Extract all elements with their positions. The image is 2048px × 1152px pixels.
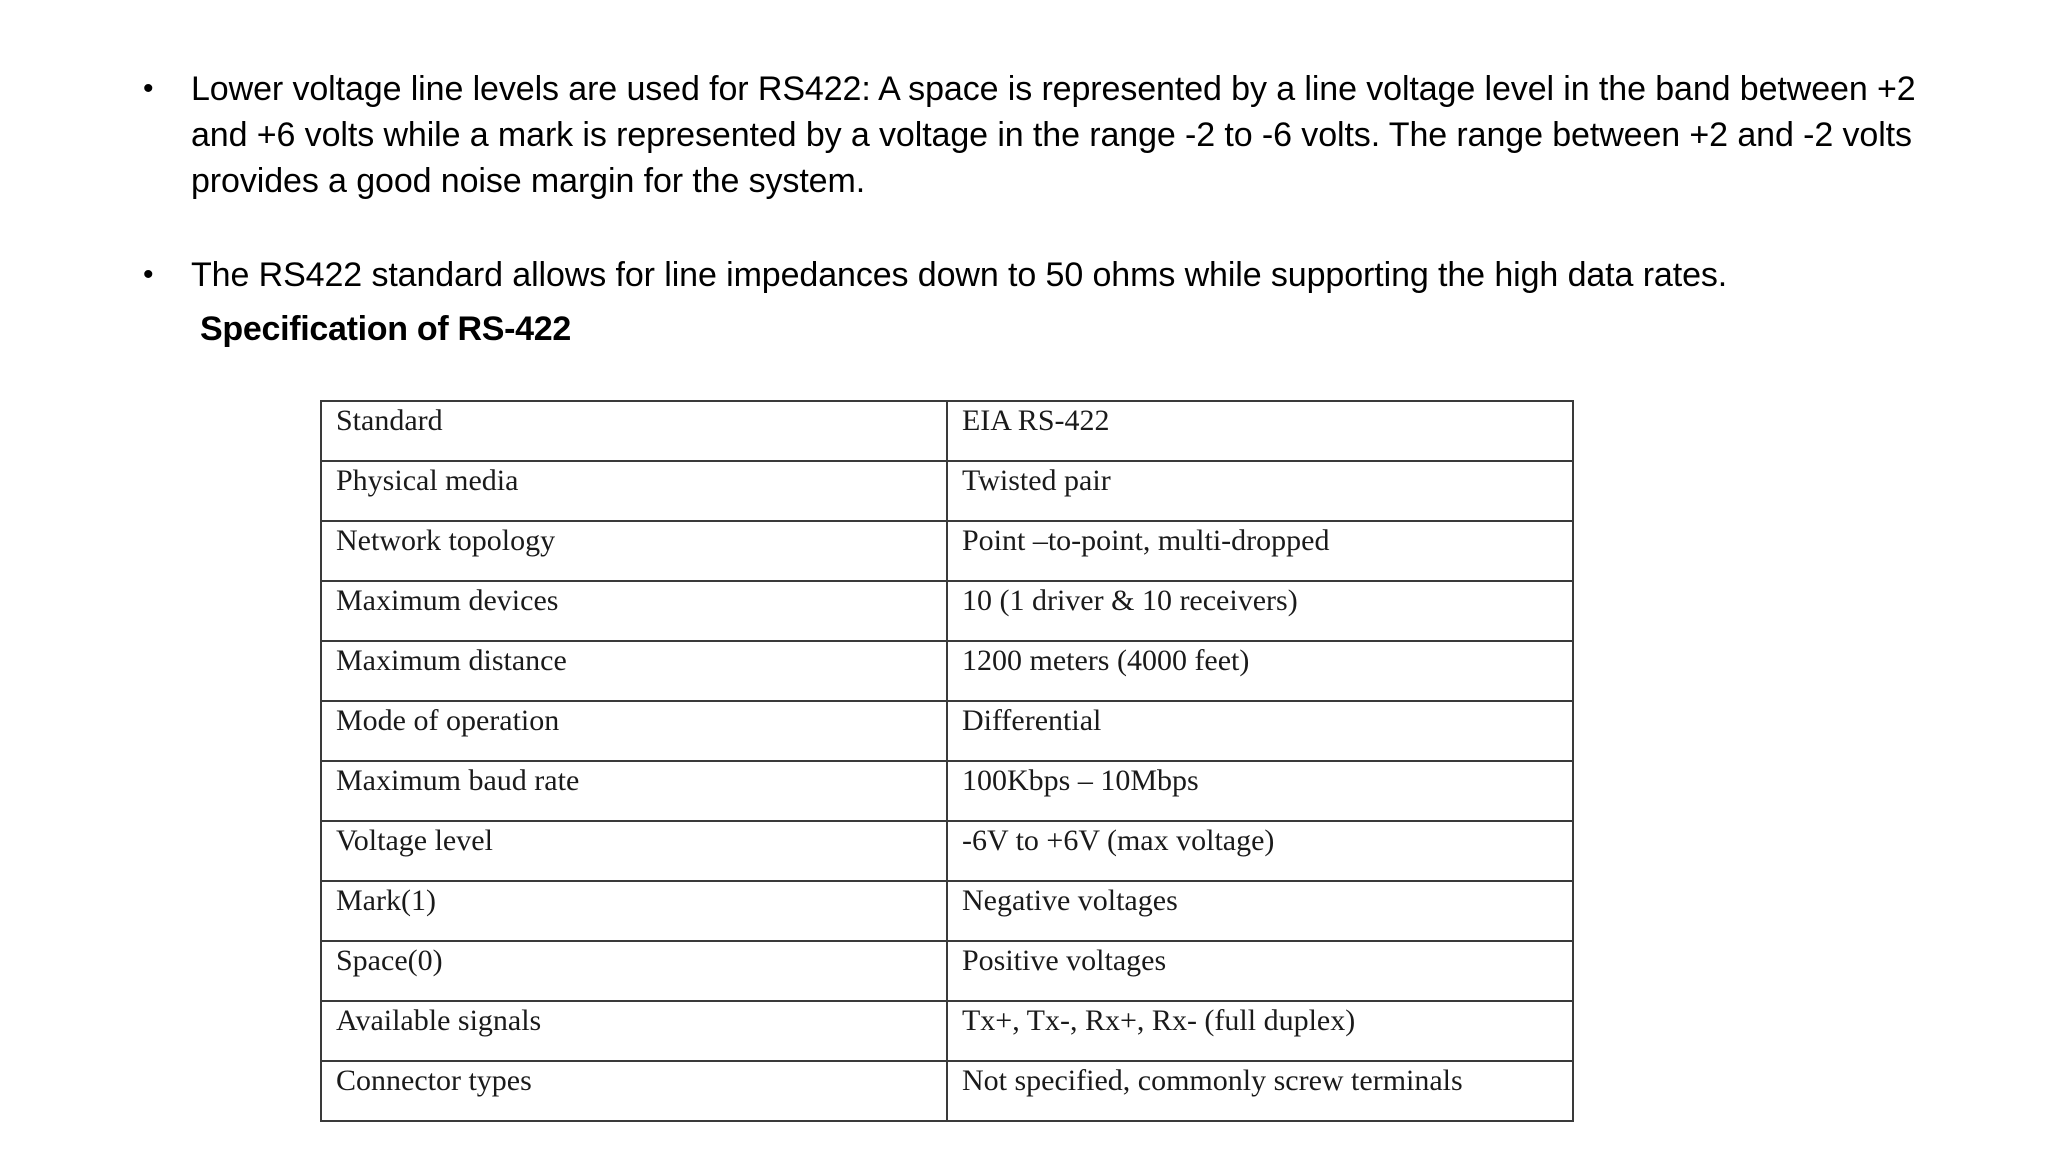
table-row [321, 641, 1573, 701]
table-row [321, 941, 1573, 1001]
spec-key-cell: Maximum baud rate [321, 761, 947, 821]
spec-value-cell: Not specified, commonly screw terminals [947, 1061, 1573, 1121]
spec-value-cell: Point –to-point, multi-dropped [947, 521, 1573, 581]
table-row [321, 701, 1573, 761]
bullet-dot-icon: • [143, 258, 154, 291]
table-row [321, 581, 1573, 641]
spec-value-cell: 100Kbps – 10Mbps [947, 761, 1573, 821]
spec-key-cell: Standard [321, 401, 947, 461]
table-row [321, 1061, 1573, 1121]
spec-table [320, 400, 1574, 1122]
spec-value-cell: Tx+, Tx-, Rx+, Rx- (full duplex) [947, 1001, 1573, 1061]
spec-value-cell: 1200 meters (4000 feet) [947, 641, 1573, 701]
spec-key-cell: Network topology [321, 521, 947, 581]
spec-key-cell: Maximum devices [321, 581, 947, 641]
spec-key-cell: Available signals [321, 1001, 947, 1061]
table-row [321, 521, 1573, 581]
spec-key-cell: Physical media [321, 461, 947, 521]
spec-value-cell: -6V to +6V (max voltage) [947, 821, 1573, 881]
table-row [321, 1001, 1573, 1061]
spec-value-cell: Negative voltages [947, 881, 1573, 941]
table-row [321, 761, 1573, 821]
spec-key-cell: Voltage level [321, 821, 947, 881]
spec-key-cell: Mode of operation [321, 701, 947, 761]
spec-table-body [321, 401, 1573, 1121]
spec-key-cell: Mark(1) [321, 881, 947, 941]
table-row [321, 881, 1573, 941]
spec-value-cell: Positive voltages [947, 941, 1573, 1001]
spec-value-cell: Twisted pair [947, 461, 1573, 521]
bullet-text: The RS422 standard allows for line impedances down to 50 ohms while supporting the high data rates. [191, 256, 1728, 294]
spec-key-cell: Space(0) [321, 941, 947, 1001]
section-heading: Specification of RS-422 [200, 310, 571, 348]
bullet-text: Lower voltage line levels are used for RS422: A space is represented by a line voltage level in the band between +2 and +6 volts while a mark is represented by a voltage in the range -2 to -6 volts. The range between +2 and -2 volts provides a good noise margin for the system. [191, 70, 1916, 200]
spec-value-cell: EIA RS-422 [947, 401, 1573, 461]
spec-key-cell: Maximum distance [321, 641, 947, 701]
bullet-dot-icon: • [143, 72, 154, 105]
spec-value-cell: 10 (1 driver & 10 receivers) [947, 581, 1573, 641]
spec-key-cell: Connector types [321, 1061, 947, 1121]
table-row [321, 461, 1573, 521]
table-row [321, 821, 1573, 881]
spec-value-cell: Differential [947, 701, 1573, 761]
table-row [321, 401, 1573, 461]
